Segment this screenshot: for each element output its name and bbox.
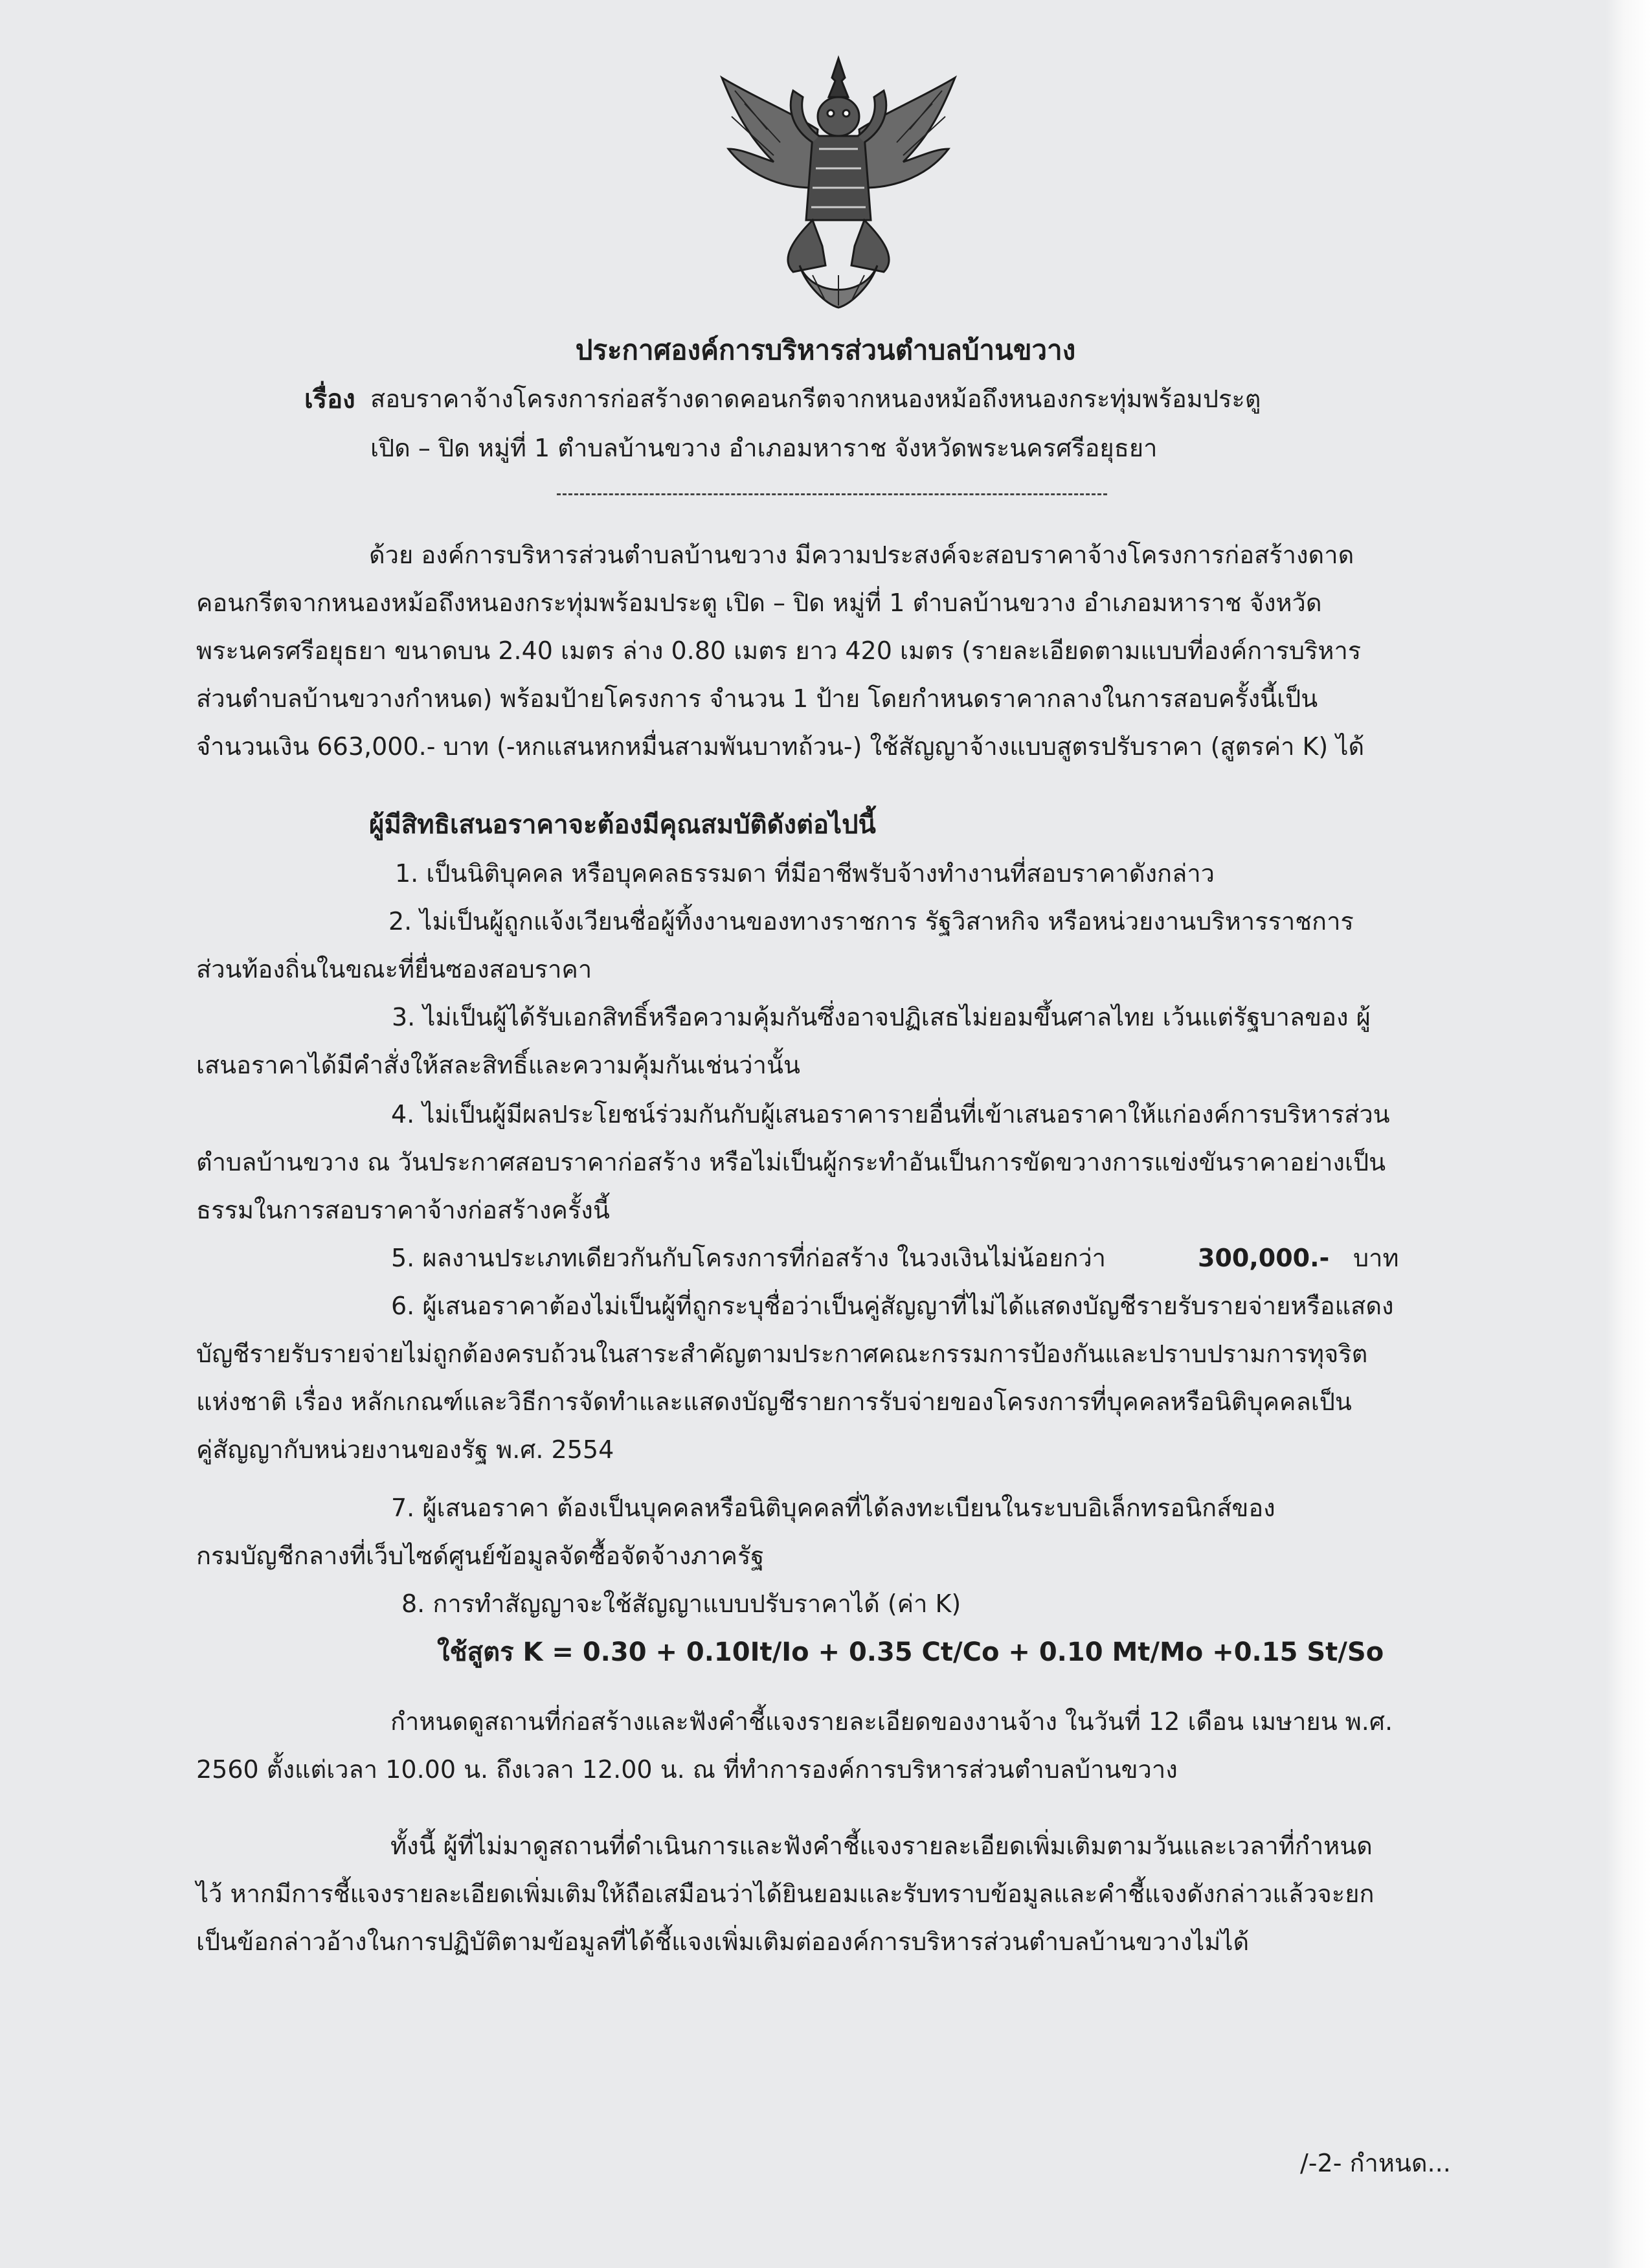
- site-visit-line-1: กำหนดดูสถานที่ก่อสร้างและฟังคำชี้แจงรายละเอียดของงานจ้าง ในวันที่ 12 เดือน เมษายน พ.ศ.: [390, 1707, 1393, 1736]
- qualification-5-amount: 300,000.-: [1198, 1244, 1330, 1272]
- intro-line-1: ด้วย องค์การบริหารส่วนตำบลบ้านขวาง มีความประสงค์จะสอบราคาจ้างโครงการก่อสร้างดาด: [369, 541, 1354, 569]
- note-line-2: ไว้ หากมีการชี้แจงรายละเอียดเพิ่มเติมให้ถือเสมือนว่าได้ยินยอมและรับทราบข้อมูลและคำชี้แจงดังกล่าวแล้วจะยก: [196, 1880, 1375, 1908]
- page-continuation: /-2- กำหนด...: [1300, 2149, 1451, 2177]
- qualification-1: 1. เป็นนิติบุคคล หรือบุคคลธรรมดา ที่มีอาชีพรับจ้างทำงานที่สอบราคาดังกล่าว: [395, 859, 1215, 888]
- qualification-6-line-4: คู่สัญญากับหน่วยงานของรัฐ พ.ศ. 2554: [196, 1435, 614, 1464]
- k-formula: ใช้สูตร K = 0.30 + 0.10It/Io + 0.35 Ct/Co + 0.10 Mt/Mo +0.15 St/So: [437, 1637, 1384, 1667]
- qualification-4-line-1: 4. ไม่เป็นผู้มีผลประโยชน์ร่วมกันกับผู้เสนอราคารายอื่นที่เข้าเสนอราคาให้แก่องค์การบริหารส่วน: [391, 1100, 1390, 1128]
- org-announcement-title: ประกาศองค์การบริหารส่วนตำบลบ้านขวาง: [575, 334, 1076, 366]
- site-visit-line-2: 2560 ตั้งแต่เวลา 10.00 น. ถึงเวลา 12.00 น. ณ ที่ทำการองค์การบริหารส่วนตำบลบ้านขวาง: [196, 1755, 1178, 1784]
- garuda-emblem-icon: [715, 52, 961, 311]
- qualification-3-line-1: 3. ไม่เป็นผู้ได้รับเอกสิทธิ์หรือความคุ้มกันซึ่งอาจปฏิเสธไม่ยอมขึ้นศาลไทย เว้นแต่รัฐบาลของ ผู้: [392, 1003, 1371, 1031]
- qualification-3-line-2: เสนอราคาได้มีคำสั่งให้สละสิทธิ์และความคุ้มกันเช่นว่านั้น: [196, 1051, 800, 1079]
- intro-line-5: จำนวนเงิน 663,000.- บาท (-หกแสนหกหมื่นสามพันบาทถ้วน-) ใช้สัญญาจ้างแบบสูตรปรับราคา (สูตรค่า K) ได้: [196, 732, 1365, 761]
- qualification-6-line-2: บัญชีรายรับรายจ่ายไม่ถูกต้องครบถ้วนในสาระสำคัญตามประกาศคณะกรรมการป้องกันและปราบปรามการทุจริต: [196, 1340, 1368, 1368]
- qualification-6-line-1: 6. ผู้เสนอราคาต้องไม่เป็นผู้ที่ถูกระบุชื่อว่าเป็นคู่สัญญาที่ไม่ได้แสดงบัญชีรายรับรายจ่ายหรือแสดง: [391, 1292, 1394, 1320]
- qualification-7-line-1: 7. ผู้เสนอราคา ต้องเป็นบุคคลหรือนิติบุคคลที่ได้ลงทะเบียนในระบบอิเล็กทรอนิกส์ของ: [391, 1494, 1275, 1522]
- qualifications-heading: ผู้มีสิทธิเสนอราคาจะต้องมีคุณสมบัติดังต่อไปนี้: [369, 810, 876, 840]
- subject-line-2: เปิด – ปิด หมู่ที่ 1 ตำบลบ้านขวาง อำเภอมหาราช จังหวัดพระนครศรีอยุธยา: [370, 434, 1158, 462]
- qualification-2-line-2: ส่วนท้องถิ่นในขณะที่ยื่นซองสอบราคา: [196, 955, 592, 983]
- qualification-6-line-3: แห่งชาติ เรื่อง หลักเกณฑ์และวิธีการจัดทำและแสดงบัญชีรายการรับจ่ายของโครงการที่บุคคลหรือนิติบุคคลเป็น: [196, 1387, 1352, 1416]
- intro-line-4: ส่วนตำบลบ้านขวางกำหนด) พร้อมป้ายโครงการ จำนวน 1 ป้าย โดยกำหนดราคากลางในการสอบครั้งนี้เป็น: [196, 684, 1318, 713]
- header-separator: [557, 493, 1107, 495]
- qualification-4-line-2: ตำบลบ้านขวาง ณ วันประกาศสอบราคาก่อสร้าง หรือไม่เป็นผู้กระทำอันเป็นการขัดขวางการแข่งขันราคาอย่างเป็น: [196, 1148, 1386, 1176]
- qualification-8: 8. การทำสัญญาจะใช้สัญญาแบบปรับราคาได้ (ค่า K): [401, 1589, 961, 1618]
- qualification-7-line-2: กรมบัญชีกลางที่เว็บไซด์ศูนย์ข้อมูลจัดซื้อจัดจ้างภาครัฐ: [196, 1542, 765, 1570]
- subject-line-1: สอบราคาจ้างโครงการก่อสร้างดาดคอนกรีตจากหนองหม้อถึงหนองกระทุ่มพร้อมประตู: [370, 385, 1261, 413]
- subject-label: เรื่อง: [304, 385, 355, 414]
- intro-line-3: พระนครศรีอยุธยา ขนาดบน 2.40 เมตร ล่าง 0.80 เมตร ยาว 420 เมตร (รายละเอียดตามแบบที่องค์การบริหาร: [196, 636, 1362, 665]
- note-line-3: เป็นข้อกล่าวอ้างในการปฏิบัติตามข้อมูลที่ได้ชี้แจงเพิ่มเติมต่อองค์การบริหารส่วนตำบลบ้านขวางไม่ได้: [196, 1927, 1250, 1956]
- note-line-1: ทั้งนี้ ผู้ที่ไม่มาดูสถานที่ดำเนินการและฟังคำชี้แจงรายละเอียดเพิ่มเติมตามวันและเวลาที่กำหนด: [390, 1832, 1373, 1860]
- qualification-5-text: 5. ผลงานประเภทเดียวกันกับโครงการที่ก่อสร้าง ในวงเงินไม่น้อยกว่า: [391, 1244, 1106, 1272]
- qualification-5-unit: บาท: [1353, 1244, 1399, 1272]
- intro-line-2: คอนกรีตจากหนองหม้อถึงหนองกระทุ่มพร้อมประตู เปิด – ปิด หมู่ที่ 1 ตำบลบ้านขวาง อำเภอมหาราช จังหวัด: [196, 589, 1322, 617]
- qualification-2-line-1: 2. ไม่เป็นผู้ถูกแจ้งเวียนชื่อผู้ทิ้งงานของทางราชการ รัฐวิสาหกิจ หรือหน่วยงานบริหารราชการ: [388, 907, 1354, 936]
- qualification-4-line-3: ธรรมในการสอบราคาจ้างก่อสร้างครั้งนี้: [196, 1196, 610, 1224]
